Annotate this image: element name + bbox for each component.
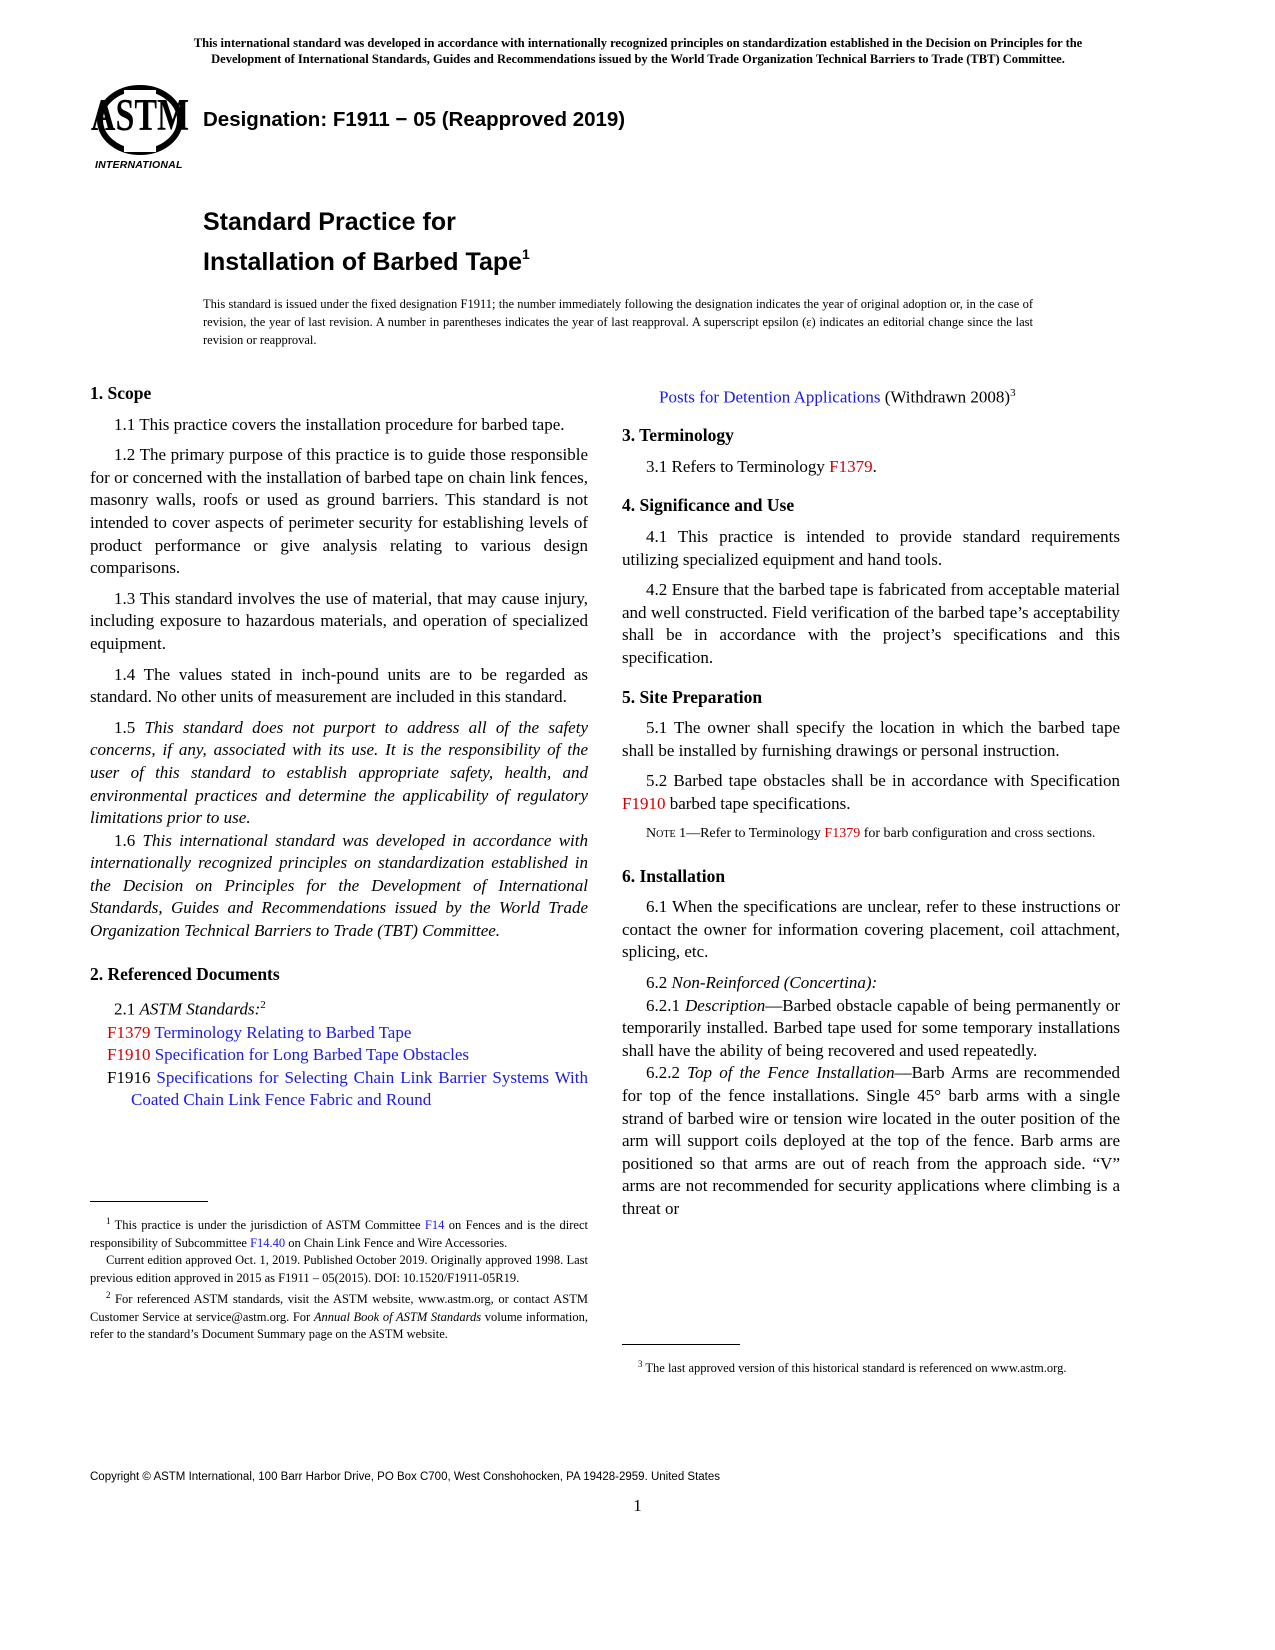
title-text: Installation of Barbed Tape bbox=[203, 248, 523, 276]
link-f1910[interactable]: F1910 bbox=[622, 793, 666, 813]
para-3-1 bbox=[622, 456, 1120, 479]
para-2-1 bbox=[90, 994, 588, 1021]
footnote-1-text-a: This practice is under the jurisdiction of ASTM Committee bbox=[110, 1218, 425, 1233]
link-f1379[interactable]: F1379 bbox=[829, 456, 873, 476]
para-6-1: 6.1 When the specifications are unclear, refer to these instructions or contact the owner for information covering placement, coil attachment, splicing, etc. bbox=[622, 897, 1120, 962]
para-2-1-text: ASTM Standards: bbox=[139, 999, 261, 1019]
para-5-2-text-a: 5.2 Barbed tape obstacles shall be in accordance with Specification bbox=[646, 771, 1120, 791]
note-link-f1379[interactable]: F1379 bbox=[824, 825, 861, 841]
para-6-2-2-num: 6.2.2 bbox=[646, 1063, 688, 1083]
footnote-2-italic: Annual Book of ASTM Standards bbox=[313, 1309, 482, 1324]
para-3-1-end: . bbox=[872, 456, 877, 476]
ref-f1916-code: F1916 bbox=[107, 1067, 151, 1087]
para-6-2-1 bbox=[622, 995, 1120, 1063]
note-text-b: for barb configuration and cross sections. bbox=[860, 825, 1096, 841]
para-1-6 bbox=[90, 830, 588, 943]
right-column bbox=[622, 382, 1120, 1220]
footnote-1 bbox=[90, 1213, 588, 1252]
title-line-1: Standard Practice for bbox=[203, 208, 456, 236]
footnote-rule-left bbox=[90, 1201, 208, 1202]
para-1-6-text: This international standard was developed in accordance with internationally recognized principles on standardization established in the Decision on Principles for the Development of International Standards, Guides and Recommendations issued by the World Trade Organization Technical Barriers to Trade (TBT) Committee. bbox=[90, 830, 588, 941]
title-footnote-mark: 1 bbox=[522, 246, 530, 262]
refdocs-heading: 2. Referenced Documents bbox=[90, 963, 280, 984]
para-6-2-num: 6.2 bbox=[646, 972, 672, 992]
issue-note: This standard is issued under the fixed designation F1911; the number immediately following the designation indicates the year of original adoption or, in the case of revision, the year of last revision. A number in parentheses indicates the year of last reapproval. A superscript epsilon (ε) indicates an editorial change since the last revision or reapproval. bbox=[203, 297, 1033, 347]
note-text-a: 1—Refer to Terminology bbox=[675, 825, 825, 841]
footnotes-left bbox=[90, 1213, 588, 1344]
title-line-2 bbox=[203, 238, 530, 278]
para-4-1: 4.1 This practice is intended to provide standard requirements utilizing specialized equipment and hand tools. bbox=[622, 527, 1120, 569]
footnote-3 bbox=[622, 1356, 1120, 1378]
para-1-3: 1.3 This standard involves the use of material, that may cause injury, including exposure to hazardous materials, and operation of specialized equipment. bbox=[90, 588, 588, 653]
ref-f1910-code[interactable]: F1910 bbox=[107, 1045, 151, 1065]
ref-f1379-title[interactable]: Terminology Relating to Barbed Tape bbox=[154, 1022, 412, 1042]
copyright: Copyright © ASTM International, 100 Barr Harbor Drive, PO Box C700, West Conshohocken, PA 19428-2959. United States bbox=[90, 1471, 721, 1483]
para-6-2-2-text: —Barb Arms are recommended for top of the fence installations. Single 45° barb arms with a single strand of barbed wire or tension wire located in the outer position of the arm will support coils deployed at the top of the fence. Barb arms are positioned so that arms are out of reach from the approach side. “V” arms are not recommended for security applications where climbing is a threat or bbox=[622, 1063, 1120, 1218]
notice-line-2: Development of International Standards, Guides and Recommendations issued by the World Trade Organization Technical Barriers to Trade (TBT) Committee. bbox=[211, 52, 1065, 66]
footnote-2-text-a: For referenced ASTM standards, visit the ASTM website, www.astm.org, or contact ASTM Customer Service at service@astm.org. For bbox=[90, 1292, 588, 1324]
top-notice bbox=[88, 35, 1188, 67]
footnote-1-edition: Current edition approved Oct. 1, 2019. Published October 2019. Originally approved 1998. Last previous edition approved in 2015 as F1911 – 05(2015). DOI: 10.1520/F1911-05R19. bbox=[90, 1253, 588, 1285]
footnote-2-mark: 2 bbox=[106, 1290, 111, 1301]
para-3-1-text: 3.1 Refers to Terminology bbox=[646, 456, 830, 476]
ref-f1910[interactable] bbox=[90, 1044, 588, 1067]
para-6-2 bbox=[622, 972, 1120, 995]
site-prep-heading: 5. Site Preparation bbox=[622, 686, 763, 707]
para-4-2: 4.2 Ensure that the barbed tape is fabricated from acceptable material and well constructed. Field verification of the barbed tape’s acceptability shall be in accordance with the project’s specifications and this specification. bbox=[622, 580, 1120, 667]
para-6-2-1-term: Description bbox=[685, 995, 766, 1015]
left-column bbox=[90, 382, 588, 1112]
para-1-5-num: 1.5 bbox=[114, 717, 145, 737]
designation: Designation: F1911 − 05 (Reapproved 2019) bbox=[203, 108, 626, 131]
terminology-heading: 3. Terminology bbox=[622, 425, 734, 446]
note-1 bbox=[622, 824, 1120, 843]
footnote-1-text-b: on Fences and is the direct responsibility of Subcommittee bbox=[90, 1218, 588, 1250]
ref-f1916[interactable] bbox=[90, 1067, 588, 1112]
para-1-5 bbox=[90, 717, 588, 830]
para-2-1-sup: 2 bbox=[260, 999, 266, 1012]
para-5-1: 5.1 The owner shall specify the location in which the barbed tape shall be installed by furnishing drawings or personal instruction. bbox=[622, 718, 1120, 760]
footnote-rule-right bbox=[622, 1344, 740, 1345]
ref-f1916-continued bbox=[622, 382, 1120, 409]
footnote-2 bbox=[90, 1287, 588, 1344]
para-1-1: 1.1 This practice covers the installation procedure for barbed tape. bbox=[114, 414, 565, 434]
ref-f1379[interactable] bbox=[90, 1022, 588, 1045]
installation-heading: 6. Installation bbox=[622, 865, 726, 886]
para-1-6-num: 1.6 bbox=[114, 830, 143, 850]
para-6-2-1-num: 6.2.1 bbox=[646, 995, 685, 1015]
footnote-1-text-c: on Chain Link Fence and Wire Accessories. bbox=[285, 1235, 508, 1250]
para-6-2-2 bbox=[622, 1062, 1120, 1220]
footnote-2-text-b: volume information, refer to the standard’s Document Summary page on the ASTM website. bbox=[90, 1309, 588, 1342]
footnote-1-mark: 1 bbox=[106, 1216, 111, 1226]
footnote-3-text: The last approved version of this historical standard is referenced on www.astm.org. bbox=[642, 1361, 1067, 1376]
para-1-2: 1.2 The primary purpose of this practice is to guide those responsible for or concerned with the installation of barbed tape on chain link fences, masonry walls, roofs or used as ground barriers. This standard is not intended to cover aspects of perimeter security for establishing levels of product performance or give analysis relating to various design comparisons. bbox=[90, 445, 589, 578]
link-f14-40[interactable]: F14.40 bbox=[250, 1235, 286, 1250]
para-1-5-text: This standard does not purport to address all of the safety concerns, if any, associated with its use. It is the responsibility of the user of this standard to establish appropriate safety, health, and environmental practices and determine the applicability of regulatory limitations prior to use. bbox=[90, 717, 588, 828]
svg-text:ASTM: ASTM bbox=[90, 88, 190, 141]
ref-withdrawn-sup: 3 bbox=[1010, 387, 1016, 399]
notice-line-1: This international standard was developed in accordance with internationally recognized principles on standardization established in the Decision on Principles for the bbox=[193, 36, 1083, 50]
footnotes-right bbox=[622, 1356, 1120, 1378]
ref-f1910-title[interactable]: Specification for Long Barbed Tape Obstacles bbox=[154, 1045, 470, 1065]
ref-f1916-title-cont[interactable]: Posts for Detention Applications bbox=[659, 387, 881, 407]
link-f14[interactable]: F14 bbox=[424, 1218, 445, 1233]
ref-f1916-title[interactable]: Specifications for Selecting Chain Link Barrier Systems With Coated Chain Link Fence Fabric and Round bbox=[131, 1067, 589, 1110]
significance-heading: 4. Significance and Use bbox=[622, 495, 795, 516]
standard-title bbox=[203, 206, 530, 278]
logo-label: INTERNATIONAL bbox=[95, 159, 183, 171]
para-6-2-2-term: Top of the Fence Installation bbox=[687, 1063, 895, 1083]
para-6-2-1-text: —Barbed obstacle capable of being permanently or temporarily installed. Barbed tape used for some temporary installations shall have the ability of being recovered and used repeatedly. bbox=[622, 995, 1120, 1060]
para-2-1-num: 2.1 bbox=[114, 999, 140, 1019]
para-5-2 bbox=[622, 770, 1120, 815]
scope-heading: 1. Scope bbox=[90, 383, 152, 403]
ref-withdrawn: (Withdrawn 2008) bbox=[880, 387, 1011, 407]
para-6-2-text: Non-Reinforced (Concertina): bbox=[671, 972, 878, 992]
para-1-4: 1.4 The values stated in inch-pound units are to be regarded as standard. No other units of measurement are included in this standard. bbox=[90, 664, 588, 707]
footnote-3-mark: 3 bbox=[638, 1359, 643, 1369]
note-label: Note bbox=[646, 825, 676, 841]
ref-f1379-code[interactable]: F1379 bbox=[107, 1022, 151, 1042]
page-number: 1 bbox=[633, 1496, 642, 1515]
para-5-2-text-b: barbed tape specifications. bbox=[665, 793, 851, 813]
